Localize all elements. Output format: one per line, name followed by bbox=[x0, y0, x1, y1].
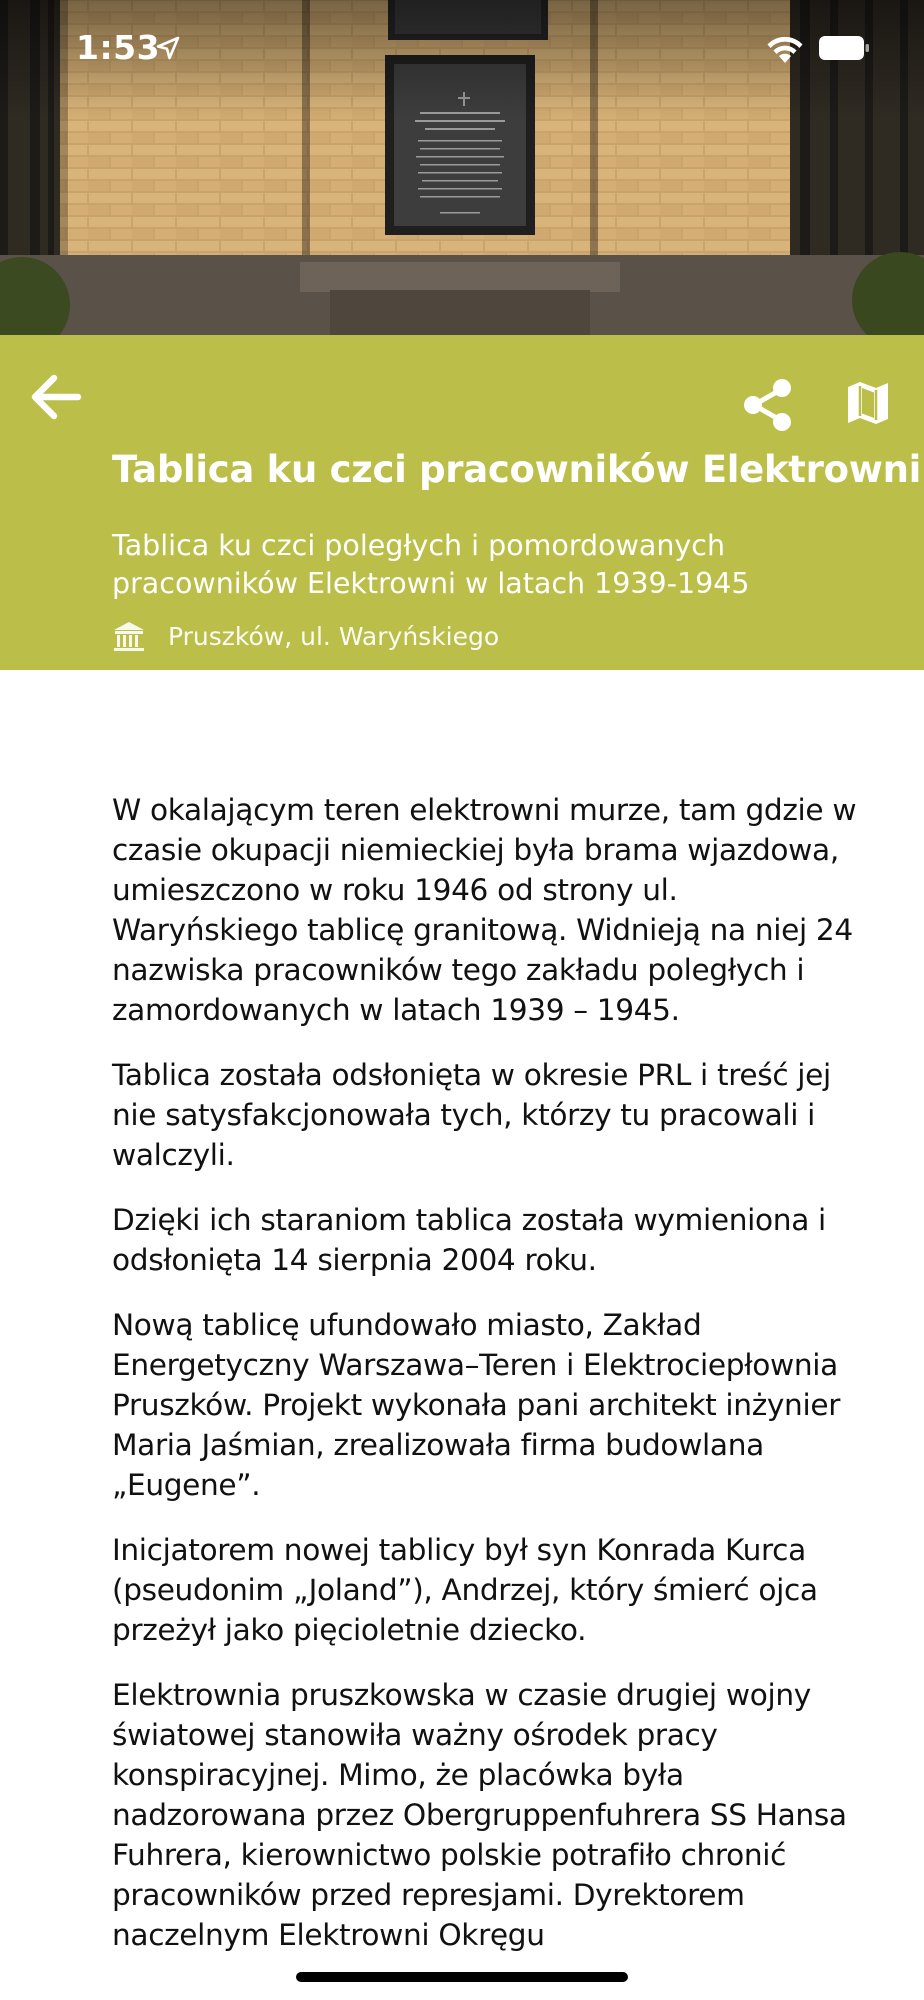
battery-icon bbox=[818, 34, 870, 62]
paragraph: Elektrownia pruszkowska w czasie drugiej wojny światowej stanowiła ważny ośrodek pracy konspiracyjnej. Mimo, że placówka była nadzorowana przez Obergruppenfuhrera SS Hansa Fuhrera, kierownictwo polskie potrafiło chronić pracowników przed represjami. Dyrektorem naczelnym Elektrowni Okręgu bbox=[112, 1678, 847, 1952]
map-icon[interactable] bbox=[840, 375, 896, 431]
description-content bbox=[112, 790, 872, 1980]
place-subtitle: Tablica ku czci poległych i pomordowanych pracowników Elektrowni w latach 1939-1945 bbox=[112, 529, 750, 600]
place-header bbox=[0, 335, 924, 670]
paragraph: Tablica została odsłonięta w okresie PRL i treść jej nie satysfakcjonowała tych, którzy tu pracowali i walczyli. bbox=[112, 1058, 831, 1172]
arrow-left-icon[interactable] bbox=[24, 365, 88, 429]
paragraph: Inicjatorem nowej tablicy był syn Konrada Kurca (pseudonim „Joland”), Andrzej, który śmierć ojca przeżył jako pięcioletnie dziecko. bbox=[112, 1533, 818, 1647]
paragraph: Dzięki ich staraniom tablica została wymieniona i odsłonięta 14 sierpnia 2004 roku. bbox=[112, 1203, 826, 1277]
wifi-icon bbox=[765, 35, 805, 65]
address-text: Pruszków, ul. Waryńskiego bbox=[168, 621, 500, 651]
place-title: Tablica ku czci pracowników Elektrowni bbox=[112, 448, 922, 491]
status-bar bbox=[0, 0, 924, 100]
museum-icon bbox=[112, 619, 146, 653]
share-icon[interactable] bbox=[738, 375, 798, 435]
paragraph: Nową tablicę ufundowało miasto, Zakład Energetyczny Warszawa–Teren i Elektrociepłownia Pruszków. Projekt wykonała pani architekt inżynier Maria Jaśmian, zrealizowała firma budowlana „Eugene”. bbox=[112, 1308, 841, 1502]
status-time: 1:53 bbox=[76, 28, 161, 67]
paragraph: W okalającym teren elektrowni murze, tam gdzie w czasie okupacji niemieckiej była brama wjazdowa, umieszczono w roku 1946 od strony ul. Waryńskiego tablicę granitową. Widnieją na niej 24 nazwiska pracowników tego zakładu poległych i zamordowanych w latach 1939 – 1945. bbox=[112, 793, 857, 1027]
address-row bbox=[112, 618, 499, 654]
home-indicator[interactable] bbox=[296, 1972, 628, 1982]
location-arrow-icon bbox=[156, 36, 180, 60]
